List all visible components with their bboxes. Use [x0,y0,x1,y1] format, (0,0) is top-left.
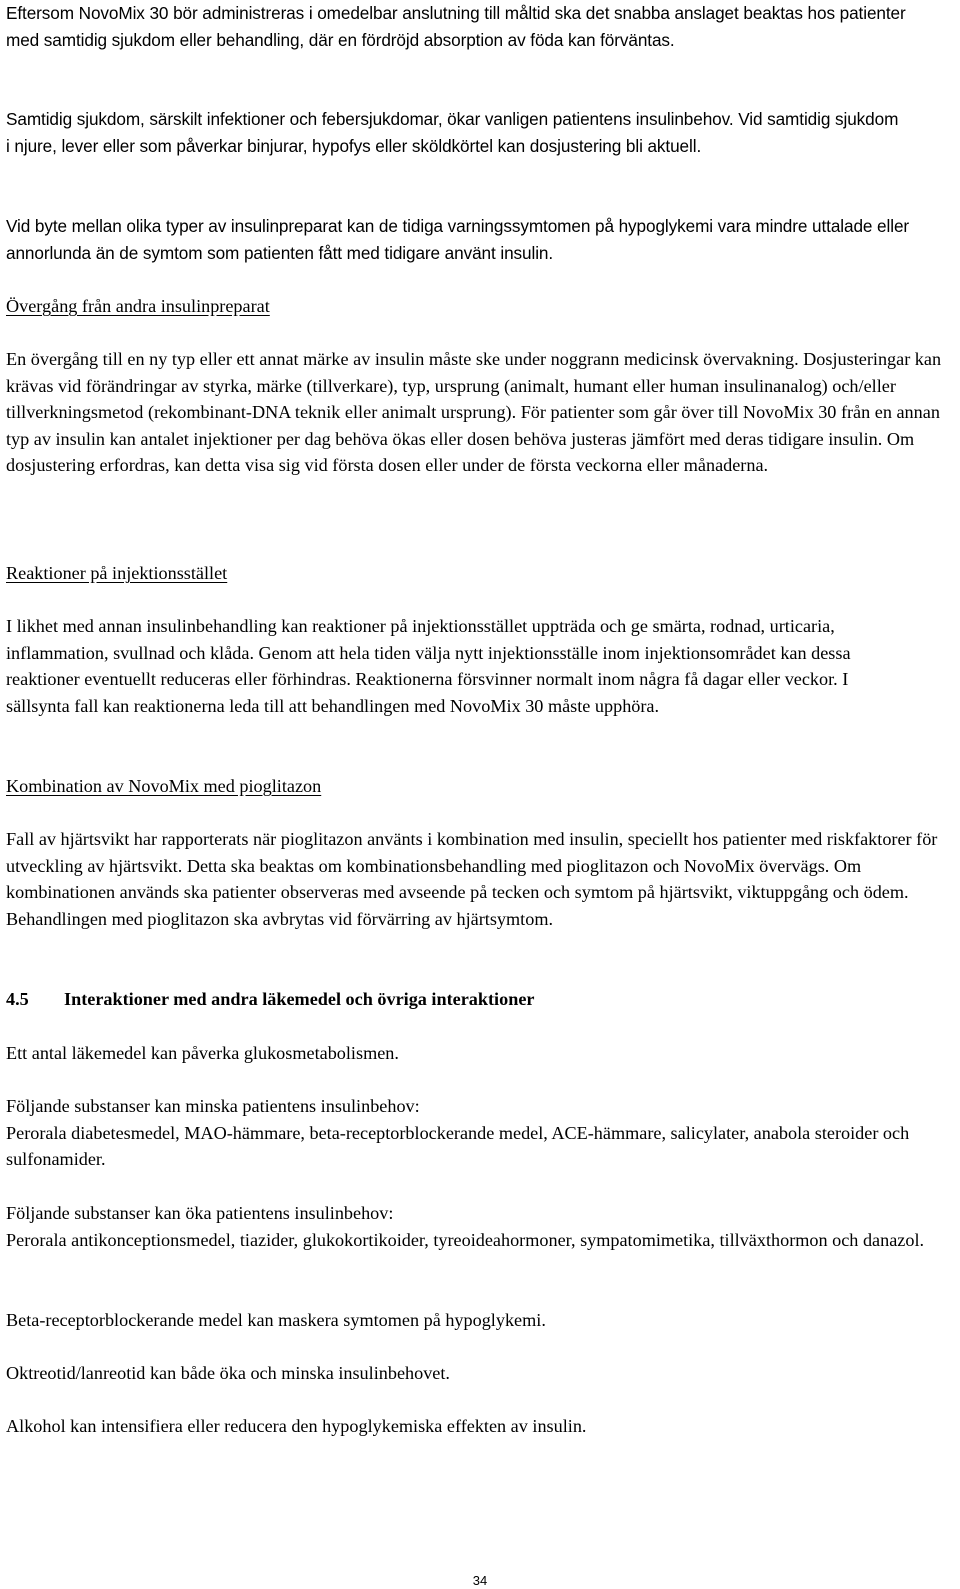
paragraph-concurrent-illness: Samtidig sjukdom, särskilt infektioner och febersjukdomar, ökar vanligen patientens insulinbehov. Vid samtidig sjukdom i njure, lever eller som påverkar binjurar, hypofys eller sköldkörtel kan dosjustering bli aktuell. [6,109,899,156]
section-title: Interaktioner med andra läkemedel och övriga interaktioner [64,989,535,1009]
label-decrease-insulin: Följande substanser kan minska patientens insulinbehov: [6,1096,420,1116]
page-number: 34 [472,1573,488,1588]
subheading-injection-site: Reaktioner på injektionsstället [6,563,228,583]
block-decrease-insulin [6,1093,946,1173]
list-decrease-insulin: Perorala diabetesmedel, MAO-hämmare, beta-receptorblockerande medel, ACE-hämmare, salicylater, anabola steroider och sulfonamider. [6,1122,910,1170]
paragraph-hypoglycemia-warning: Vid byte mellan olika typer av insulinpreparat kan de tidiga varningssymtomen på hypoglykemi vara mindre uttalade eller annorlunda än de symtom som patienten fått med tidigare använt insulin. [6,216,910,263]
paragraph-administration: Eftersom NovoMix 30 bör administreras i omedelbar anslutning till måltid ska det snabba anslaget beaktas hos patienter med samtidig sjukdom eller behandling, där en fördröjd absorption av föda kan förväntas. [6,3,906,50]
paragraph-octreotide: Oktreotid/lanreotid kan både öka och minska insulinbehovet. [6,1363,450,1383]
label-increase-insulin: Följande substanser kan öka patientens insulinbehov: [6,1203,394,1223]
paragraph-injection-site: I likhet med annan insulinbehandling kan reaktioner på injektionsstället uppträda och ge smärta, rodnad, urticaria, inflammation, svullnad och klåda. Genom att hela tiden välja nytt injektionsställe inom injektionsområdet kan dessa reaktioner eventuellt reduceras eller förhindras. Reaktionerna försvinner normalt inom några få dagar eller veckor. I sällsynta fall kan reaktionerna leda till att behandlingen med NovoMix 30 måste upphöra. [6,616,851,716]
paragraph-pioglitazone: Fall av hjärtsvikt har rapporterats när pioglitazon använts i kombination med insulin, speciellt hos patienter med riskfaktorer för utveckling av hjärtsvikt. Detta ska beaktas om kombinationsbehandling med pioglitazon och NovoMix övervägs. Om kombinationen används ska patienter observeras med avseende på tecken och symtom på hjärtsvikt, viktuppgång och ödem. Behandlingen med pioglitazon ska avbrytas vid förvärring av hjärtsymtom. [6,829,938,929]
list-increase-insulin: Perorala antikonceptionsmedel, tiazider, glukokortikoider, tyreoideahormoner, sympatomimetika, tillväxthormon och danazol. [6,1229,925,1250]
paragraph-insulin-transfer: En övergång till en ny typ eller ett annat märke av insulin måste ske under noggrann medicinsk övervakning. Dosjusteringar kan krävas vid förändringar av styrka, märke (tillverkare), typ, ursprung (animalt, humant eller human insulinanalog) och/eller tillverkningsmetod (rekombinant-DNA teknik eller animalt ursprung). För patienter som går över till NovoMix 30 från en annan typ av insulin kan antalet injektioner per dag behöva ökas eller dosen behöva justeras jämfört med deras tidigare insulin. Om dosjustering erfordras, kan detta visa sig vid första dosen eller under de första veckorna eller månaderna. [6,349,942,476]
subheading-pioglitazone: Kombination av NovoMix med pioglitazon [6,776,322,796]
paragraph-alcohol: Alkohol kan intensifiera eller reducera den hypoglykemiska effekten av insulin. [6,1416,587,1436]
subheading-insulin-transfer: Övergång från andra insulinpreparat [6,296,270,316]
section-number: 4.5 [6,989,29,1009]
block-increase-insulin [6,1200,946,1253]
paragraph-beta-blockers: Beta-receptorblockerande medel kan maskera symtomen på hypoglykemi. [6,1310,546,1330]
paragraph-glucose-metabolism: Ett antal läkemedel kan påverka glukosmetabolismen. [6,1043,399,1063]
section-heading-interactions [6,986,946,1013]
